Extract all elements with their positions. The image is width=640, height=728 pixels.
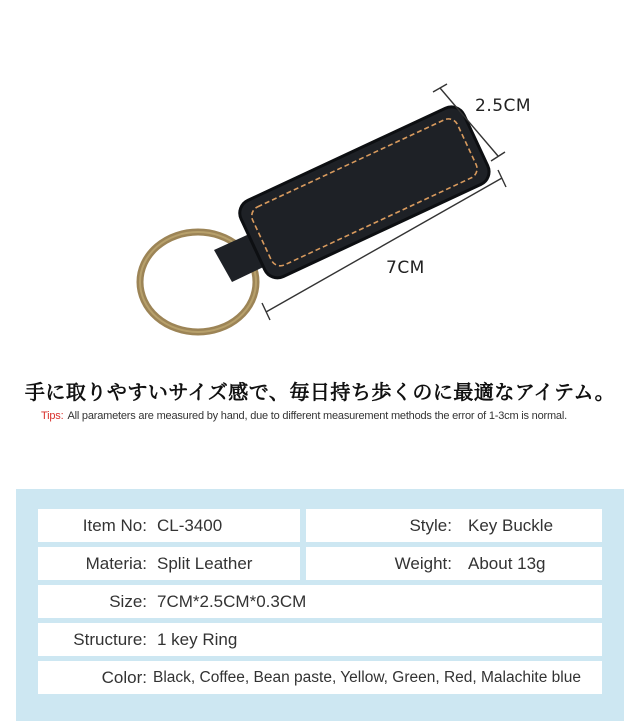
spec-value-structure: 1 key Ring (148, 623, 602, 656)
spec-value-weight: About 13g (459, 547, 602, 580)
product-photo (0, 0, 640, 360)
spec-value-size: 7CM*2.5CM*0.3CM (148, 585, 602, 618)
spec-label-weight: Weight: (306, 547, 461, 580)
spec-label-color: Color: (38, 661, 156, 694)
width-dimension-label: 2.5CM (475, 96, 532, 116)
spec-label-item-no: Item No: (38, 509, 156, 542)
tips-text: All parameters are measured by hand, due to different measurement methods the error of 1-3cm is normal. (67, 410, 567, 422)
length-dimension-label: 7CM (386, 258, 425, 278)
spec-label-style: Style: (306, 509, 461, 542)
spec-table (16, 489, 624, 721)
spec-value-style: Key Buckle (459, 509, 602, 542)
headline: 手に取りやすいサイズ感で、毎日持ち歩くのに最適なアイテム。 (24, 380, 616, 404)
spec-label-material: Materia: (38, 547, 156, 580)
spec-value-material: Split Leather (148, 547, 300, 580)
spec-label-structure: Structure: (38, 623, 156, 656)
tips-label: Tips: (41, 410, 64, 422)
spec-value-item-no: CL-3400 (148, 509, 300, 542)
tips-note (41, 410, 567, 422)
spec-label-size: Size: (38, 585, 156, 618)
spec-value-color: Black, Coffee, Bean paste, Yellow, Green, Red, Malachite blue (148, 661, 602, 694)
keychain-illustration (0, 0, 640, 360)
